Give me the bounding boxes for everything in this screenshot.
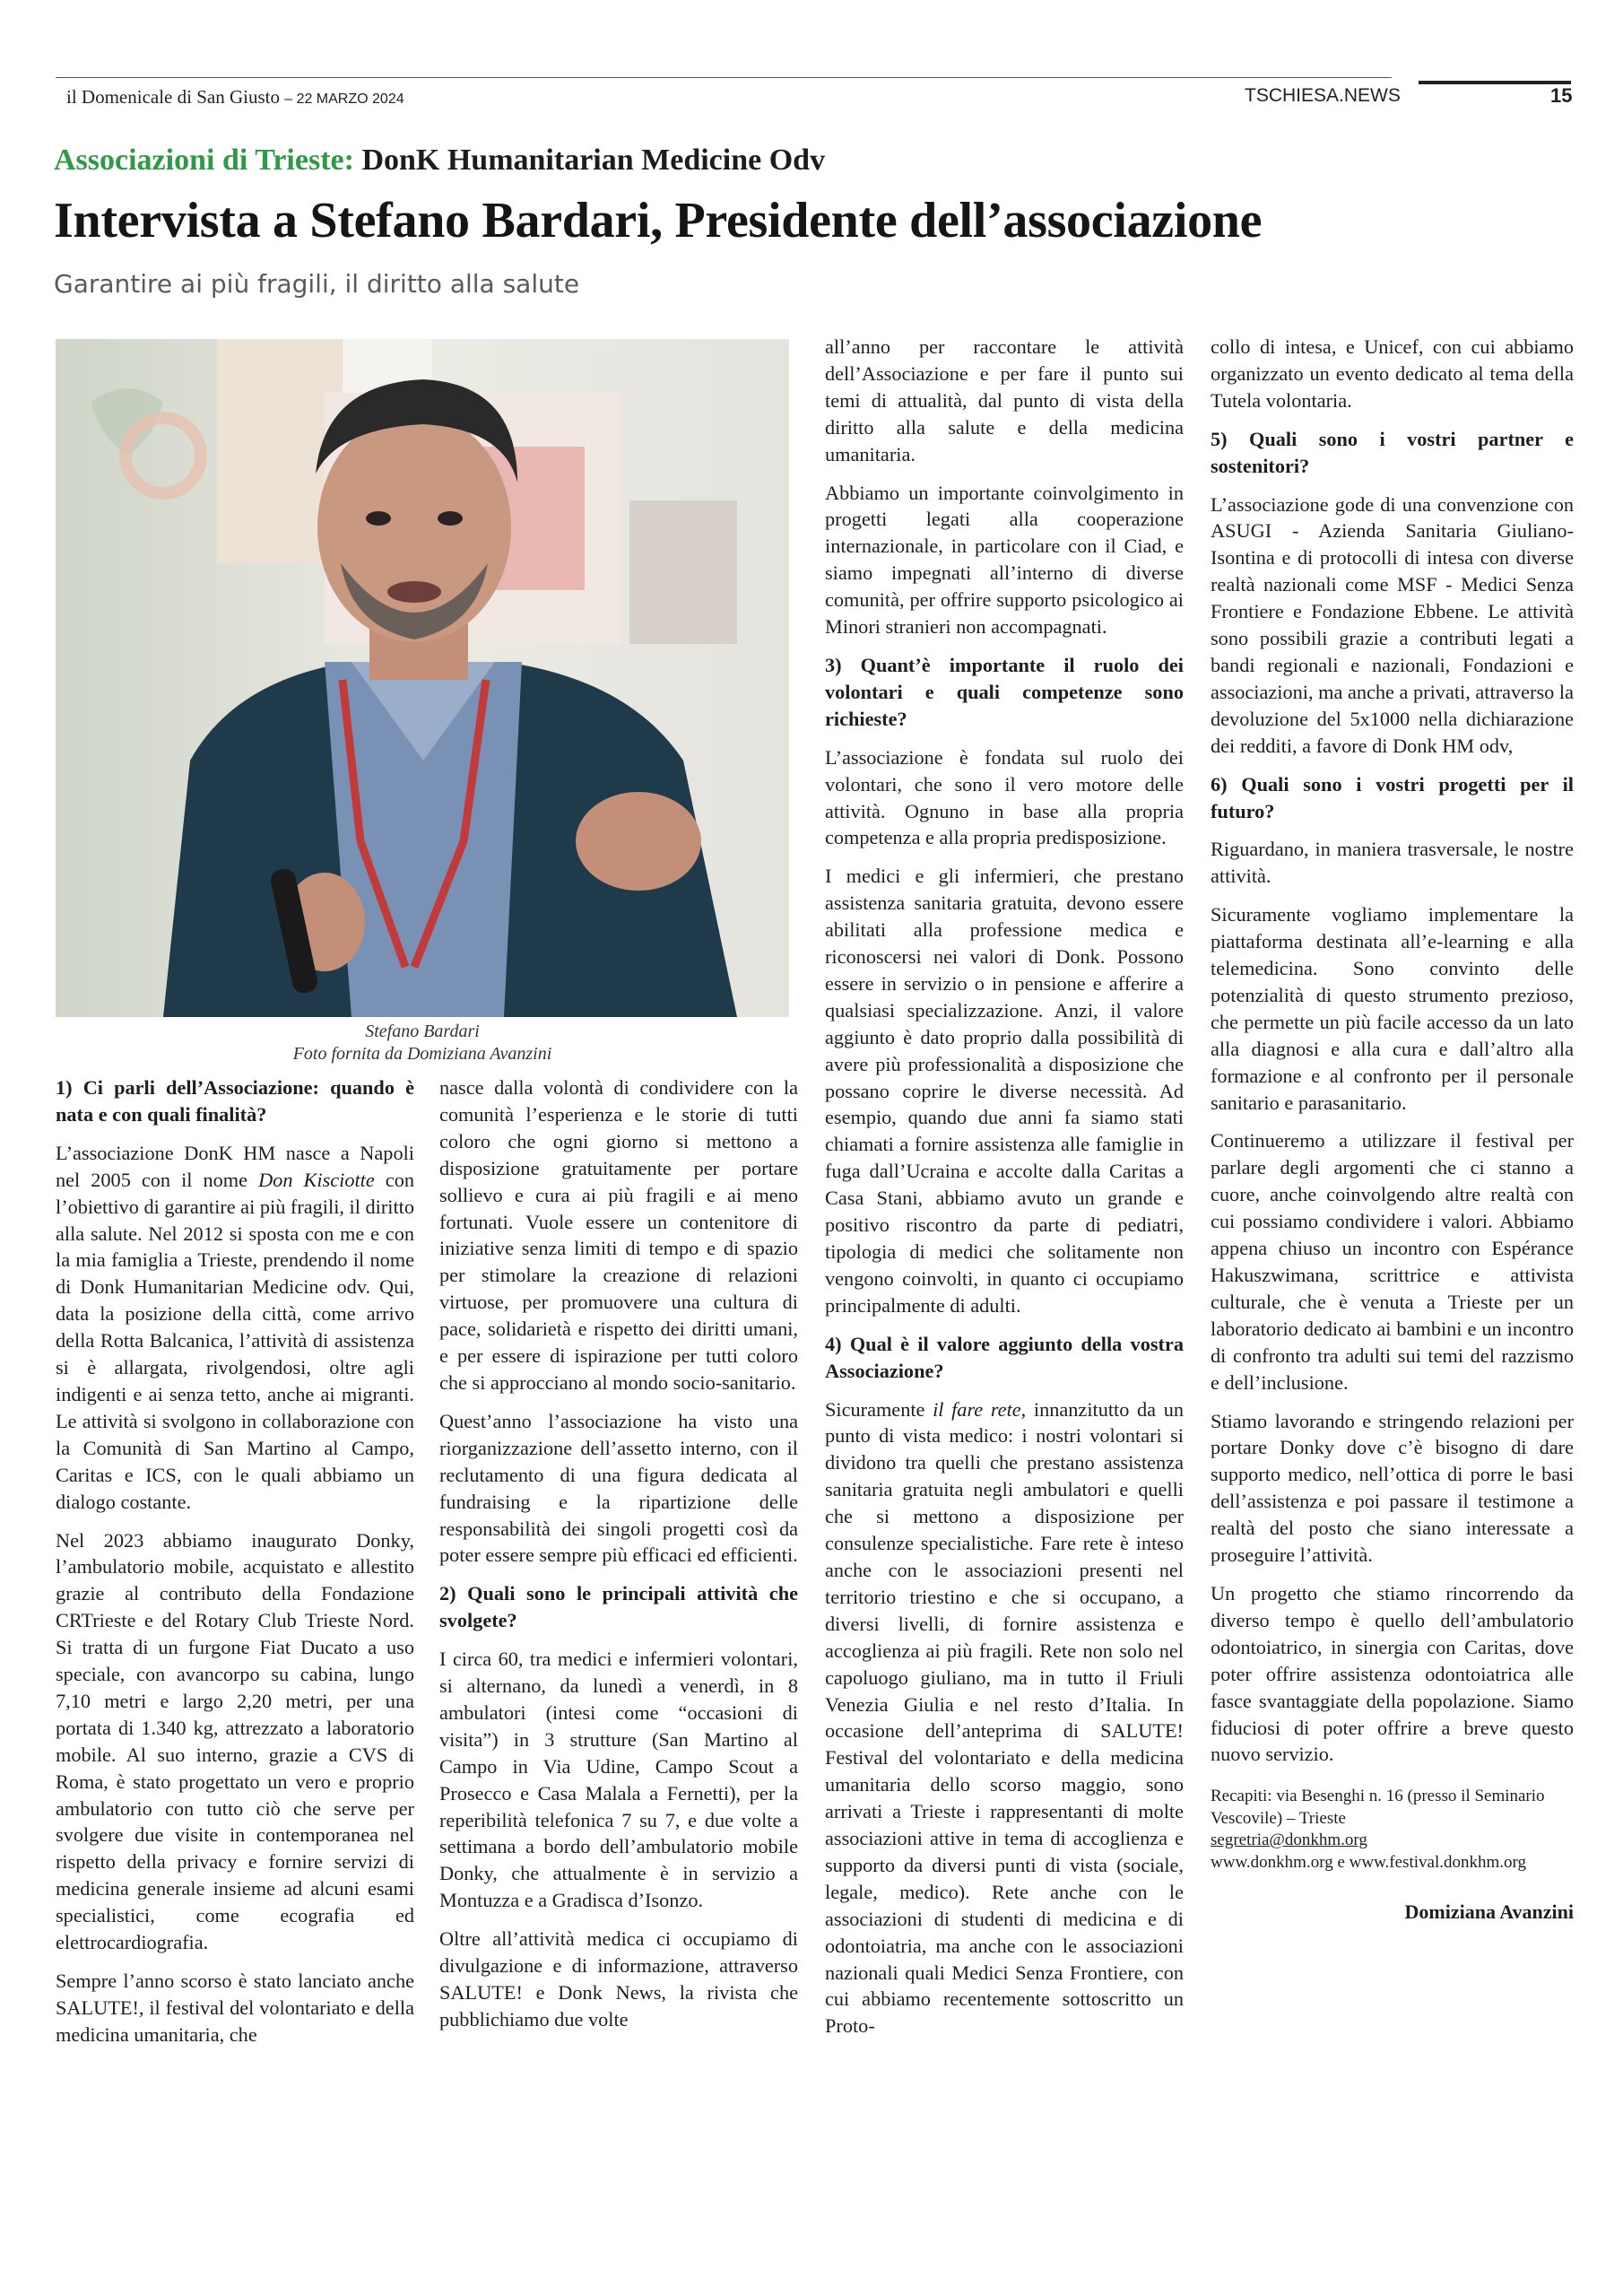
contacts-block <box>1211 1786 1574 1874</box>
column-1 <box>56 1074 414 2060</box>
kicker-topic: DonK Humanitarian Medicine Odv <box>361 144 826 177</box>
answer-4-paragraph-1: Sicuramente il fare rete, innanzitutto da un punto di vista medico: i nostri volontari si dividono tra quelli che prestano assistenza sanitaria gratuita negli ambulatori e quelli che si mettono a disposizione per consulenze specialistiche. Fare rete è inteso anche con le associazioni presenti nel territorio triestino e che si occupano, a diversi livelli, di fornire assistenza e accoglienza ai più fragili. Rete non solo nel capoluogo giuliano, ma in tutto il Friuli Venezia Giulia e nel resto d’Italia. In occasione dell’anteprima di SALUTE! Festival del volontariato e della medicina umanitaria dello scorso maggio, sono arrivati a Trieste i rappresentanti di molte associazioni attive in tema di accoglienza e supporto da diversi punti di vista (sociale, legale, medico). Rete anche con le associazioni di studenti di medicina e di odontoiatria, ma anche con le associazioni nazionali quali Medici Senza Frontiere, con cui abbiamo recentemente sottoscritto un Proto- <box>825 1397 1184 2038</box>
question-6: 6) Quali sono i vostri progetti per il futuro? <box>1211 772 1574 822</box>
question-5: 5) Quali sono i vostri partner e sostenitori? <box>1211 427 1574 477</box>
answer-1-paragraph-3: Sempre l’anno scorso è stato lanciato anche SALUTE!, il festival del volontariato e della medicina umanitaria, che <box>56 1970 414 2046</box>
column-2 <box>439 1074 798 2045</box>
answer-1-paragraph-2: Nel 2023 abbiamo inaugurato Donky, l’ambulatorio mobile, acquistato e allestito grazie al contributo della Fondazione CRTrieste e del Rotary Club Trieste Nord. Si tratta di un furgone Fiat Ducato a uso speciale, con avancorpo su cabina, lungo 7,10 metri e largo 2,20 metri, per una portata di 1.340 kg, attrezzato a laboratorio mobile. Al suo interno, grazie a CVS di Roma, è stato progettato un vero e proprio ambulatorio con tutto ciò che serve per svolgere due visite in contemporanea nel rispetto della privacy e fornire servizi di medicina generale insieme ad alcuni esami specialistici, come ecografia ed elettrocardiografia. <box>56 1528 414 1954</box>
emphasis-fare-rete: il fare rete <box>933 1397 1021 1421</box>
column-3 <box>825 334 1184 2051</box>
contacts-address: Recapiti: via Besenghi n. 16 (presso il Seminario Vescovile) – Trieste <box>1211 1787 1545 1828</box>
masthead-rule-bold <box>1419 81 1571 84</box>
answer-1-paragraph-1: L’associazione DonK HM nasce a Napoli nel 2005 con il nome Don Kisciotte con l’obiettivo di garantire ai più fragili, il diritto alla salute. Nel 2012 si sposta con me e con la mia famiglia a Trieste, prendendo il nome di Donk Humanitarian Medicine odv. Qui, data la posizione della città, come arrivo della Rotta Balcanica, l’attività di assistenza si è allargata, rivolgendosi, oltre agli indigenti e ai senza tetto, anche ai migranti. Le attività si svolgono in collaborazione con la Comunità di San Martino al Campo, Caritas e ICS, con le quali abbiamo un dialogo costante. <box>56 1141 415 1513</box>
association-original-name: Don Kisciotte <box>258 1168 375 1191</box>
article-headline: Intervista a Stefano Bardari, Presidente dell’associazione <box>54 193 1263 248</box>
answer-6-paragraph-1: Riguardano, in maniera trasversale, le nostre attività. <box>1211 838 1574 888</box>
answer-5-paragraph-1: L’associazione gode di una convenzione con ASUGI - Azienda Sanitaria Giuliano-Isontina e di protocolli di intesa con diverse realtà nazionali come MSF - Medici Senza Frontiere e Fondazione Ebbene. Le attività sono possibili grazie a contributi legati a bandi regionali e nazionali, Fondazioni e associazioni, ma anche a privati, attraverso la devoluzione del 5x1000 nella dichiarazione dei redditi, a favore di Donk HM odv, <box>1211 492 1574 757</box>
author-byline: Domiziana Avanzini <box>1404 1900 1574 1924</box>
answer-1-paragraph-4: nasce dalla volontà di condividere con la comunità l’esperienza e le storie di tutti coloro che ogni giorno si mettono a disposizione gratuitamente per portare sollievo e cura ai più fragili e ai meno fortunati. Vuole essere un contenitore di iniziative senza limiti di tempo e di spazio per stimolare la creazione di relazioni virtuose, per promuovere una cultura di pace, solidarietà e rispetto dei diritti umani, e per essere di ispirazione per tutti coloro che si approcciano al mondo socio-sanitario. <box>439 1076 798 1394</box>
masthead-paper <box>66 86 404 109</box>
answer-4-paragraph-2: collo di intesa, e Unicef, con cui abbiamo organizzato un evento dedicato al tema della Tutela volontaria. <box>1211 335 1574 412</box>
answer-6-paragraph-4: Stiamo lavorando e stringendo relazioni per portare Donky dove c’è bisogno di dare supporto medico, nell’ottica di porre le basi dell’assistenza e poi passare il testimone a realtà del posto che siano interessate a proseguire l’attività. <box>1211 1409 1574 1567</box>
portrait-photo <box>56 339 789 1017</box>
answer-3-paragraph-1: L’associazione è fondata sul ruolo dei volontari, che sono il vero motore delle attività. Ognuno in base alla propria competenza e alla propria predisposizione. <box>825 745 1184 849</box>
caption-credit: Foto fornita da Domiziana Avanzini <box>292 1044 552 1064</box>
question-1: 1) Ci parli dell’Associazione: quando è nata e con quali finalità? <box>56 1076 414 1126</box>
answer-6-paragraph-2: Sicuramente vogliamo implementare la piattaforma destinata all’e-learning e alla telemedicina. Sono convinto delle potenzialità di questo strumento prezioso, che permette un più facile accesso da un lato alla diagnosi e alla cura e dall’altro alla formazione e al confronto per il personale sanitario e parasanitario. <box>1211 903 1574 1114</box>
article-kicker <box>54 144 825 178</box>
answer-1-paragraph-5: Quest’anno l’associazione ha visto una riorganizzazione dell’assetto interno, con il reclutamento di una figura dedicata al fundraising e la ripartizione delle responsabilità dei singoli progetti così da poter essere sempre più efficaci ed efficienti. <box>439 1409 798 1567</box>
column-4 <box>1211 334 1574 1937</box>
paper-name: il Domenicale di San Giusto <box>66 86 280 108</box>
portrait-illustration <box>56 339 789 1017</box>
answer-6-paragraph-3: Continueremo a utilizzare il festival per parlare degli argomenti che ci stanno a cuore, anche coinvolgendo altre realtà con cui possiamo condividere i valori. Abbiamo appena chiuso un incontro con Espérance Hakuszwimana, scrittrice e attivista culturale, che è venuta a Trieste per un laboratorio dedicato ai bambini e un incontro di confronto tra adulti sui temi del razzismo e dell’inclusione. <box>1211 1129 1574 1394</box>
kicker-section: Associazioni di Trieste: <box>54 144 354 177</box>
masthead-rule <box>56 77 1392 78</box>
contacts-email-link[interactable]: segretria@donkhm.org <box>1211 1831 1367 1850</box>
article-subheadline: Garantire ai più fragili, il diritto alla salute <box>54 269 580 299</box>
page-number: 15 <box>1550 84 1573 107</box>
photo-caption <box>56 1021 789 1065</box>
caption-name: Stefano Bardari <box>365 1022 480 1041</box>
question-4: 4) Qual è il valore aggiunto della vostra Associazione? <box>825 1332 1184 1382</box>
issue-date: – 22 MARZO 2024 <box>284 91 404 107</box>
contacts-web-links[interactable]: www.donkhm.org e www.festival.donkhm.org <box>1211 1852 1526 1872</box>
answer-3-paragraph-2: I medici e gli infermieri, che prestano assistenza sanitaria gratuita, devono essere abilitati alla professione medica e riconoscersi nei valori di Donk. Possono essere in servizio o in pensione e afferire a qualsiasi specializzazione. Anzi, il valore aggiunto è dato proprio dalla possibilità di avere più professionalità a disposizione che possano coprire le diverse necessità. Ad esempio, quando due anni fa siamo stati chiamati a fornire assistenza alle famiglie in fuga dall’Ucraina e accolte dalla Caritas a Casa Stani, abbiamo avuto un grande e positivo riscontro da parte di pediatri, tipologia di medici che solitamente non vengono coinvolti, in quanto ci occupiamo principalmente di adulti. <box>825 865 1184 1317</box>
answer-2-paragraph-2: Oltre all’attività medica ci occupiamo di divulgazione e di informazione, attraverso SALUTE! e Donk News, la rivista che pubblichiamo due volte <box>439 1927 798 2031</box>
site-name[interactable]: TSCHIESA.NEWS <box>1245 85 1401 106</box>
question-2: 2) Quali sono le principali attività che svolgete? <box>439 1582 798 1632</box>
question-3: 3) Quant’è importante il ruolo dei volontari e quali competenze sono richieste? <box>825 653 1184 730</box>
masthead <box>56 77 1573 113</box>
answer-2-paragraph-1: I circa 60, tra medici e infermieri volontari, si alternano, da lunedì a venerdì, in 8 ambulatori (intesi come “occasioni di visita”) in 3 strutture (San Martino al Campo in Via Udine, Campo Scout a Prosecco e Casa Malala a Fernetti), per la reperibilità telefonica 7 su 7, e due volte a settimana a bordo dell’ambulatorio mobile Donky, che attualmente è in servizio a Montuzza e a Gradisca d’Isonzo. <box>439 1648 798 1912</box>
answer-2-paragraph-3: all’anno per raccontare le attività dell’Associazione e per fare il punto sui temi di attualità, dal punto di vista della diritto alla salute e della medicina umanitaria. <box>825 335 1184 465</box>
answer-2-paragraph-4: Abbiamo un importante coinvolgimento in progetti legati alla cooperazione internazionale, in particolare con il Ciad, e siamo impegnati all’interno di diverse comunità, per offrire supporto psicologico ai Minori stranieri non accompagnati. <box>825 481 1184 639</box>
answer-6-paragraph-5: Un progetto che stiamo rincorrendo da diverso tempo è quello dell’ambulatorio odontoiatrico, in sinergia con Caritas, dove poter offrire assistenza odontoiatrica alle fasce svantaggiate della popolazione. Siamo fiduciosi di poter offrire a breve questo nuovo servizio. <box>1211 1581 1574 1766</box>
